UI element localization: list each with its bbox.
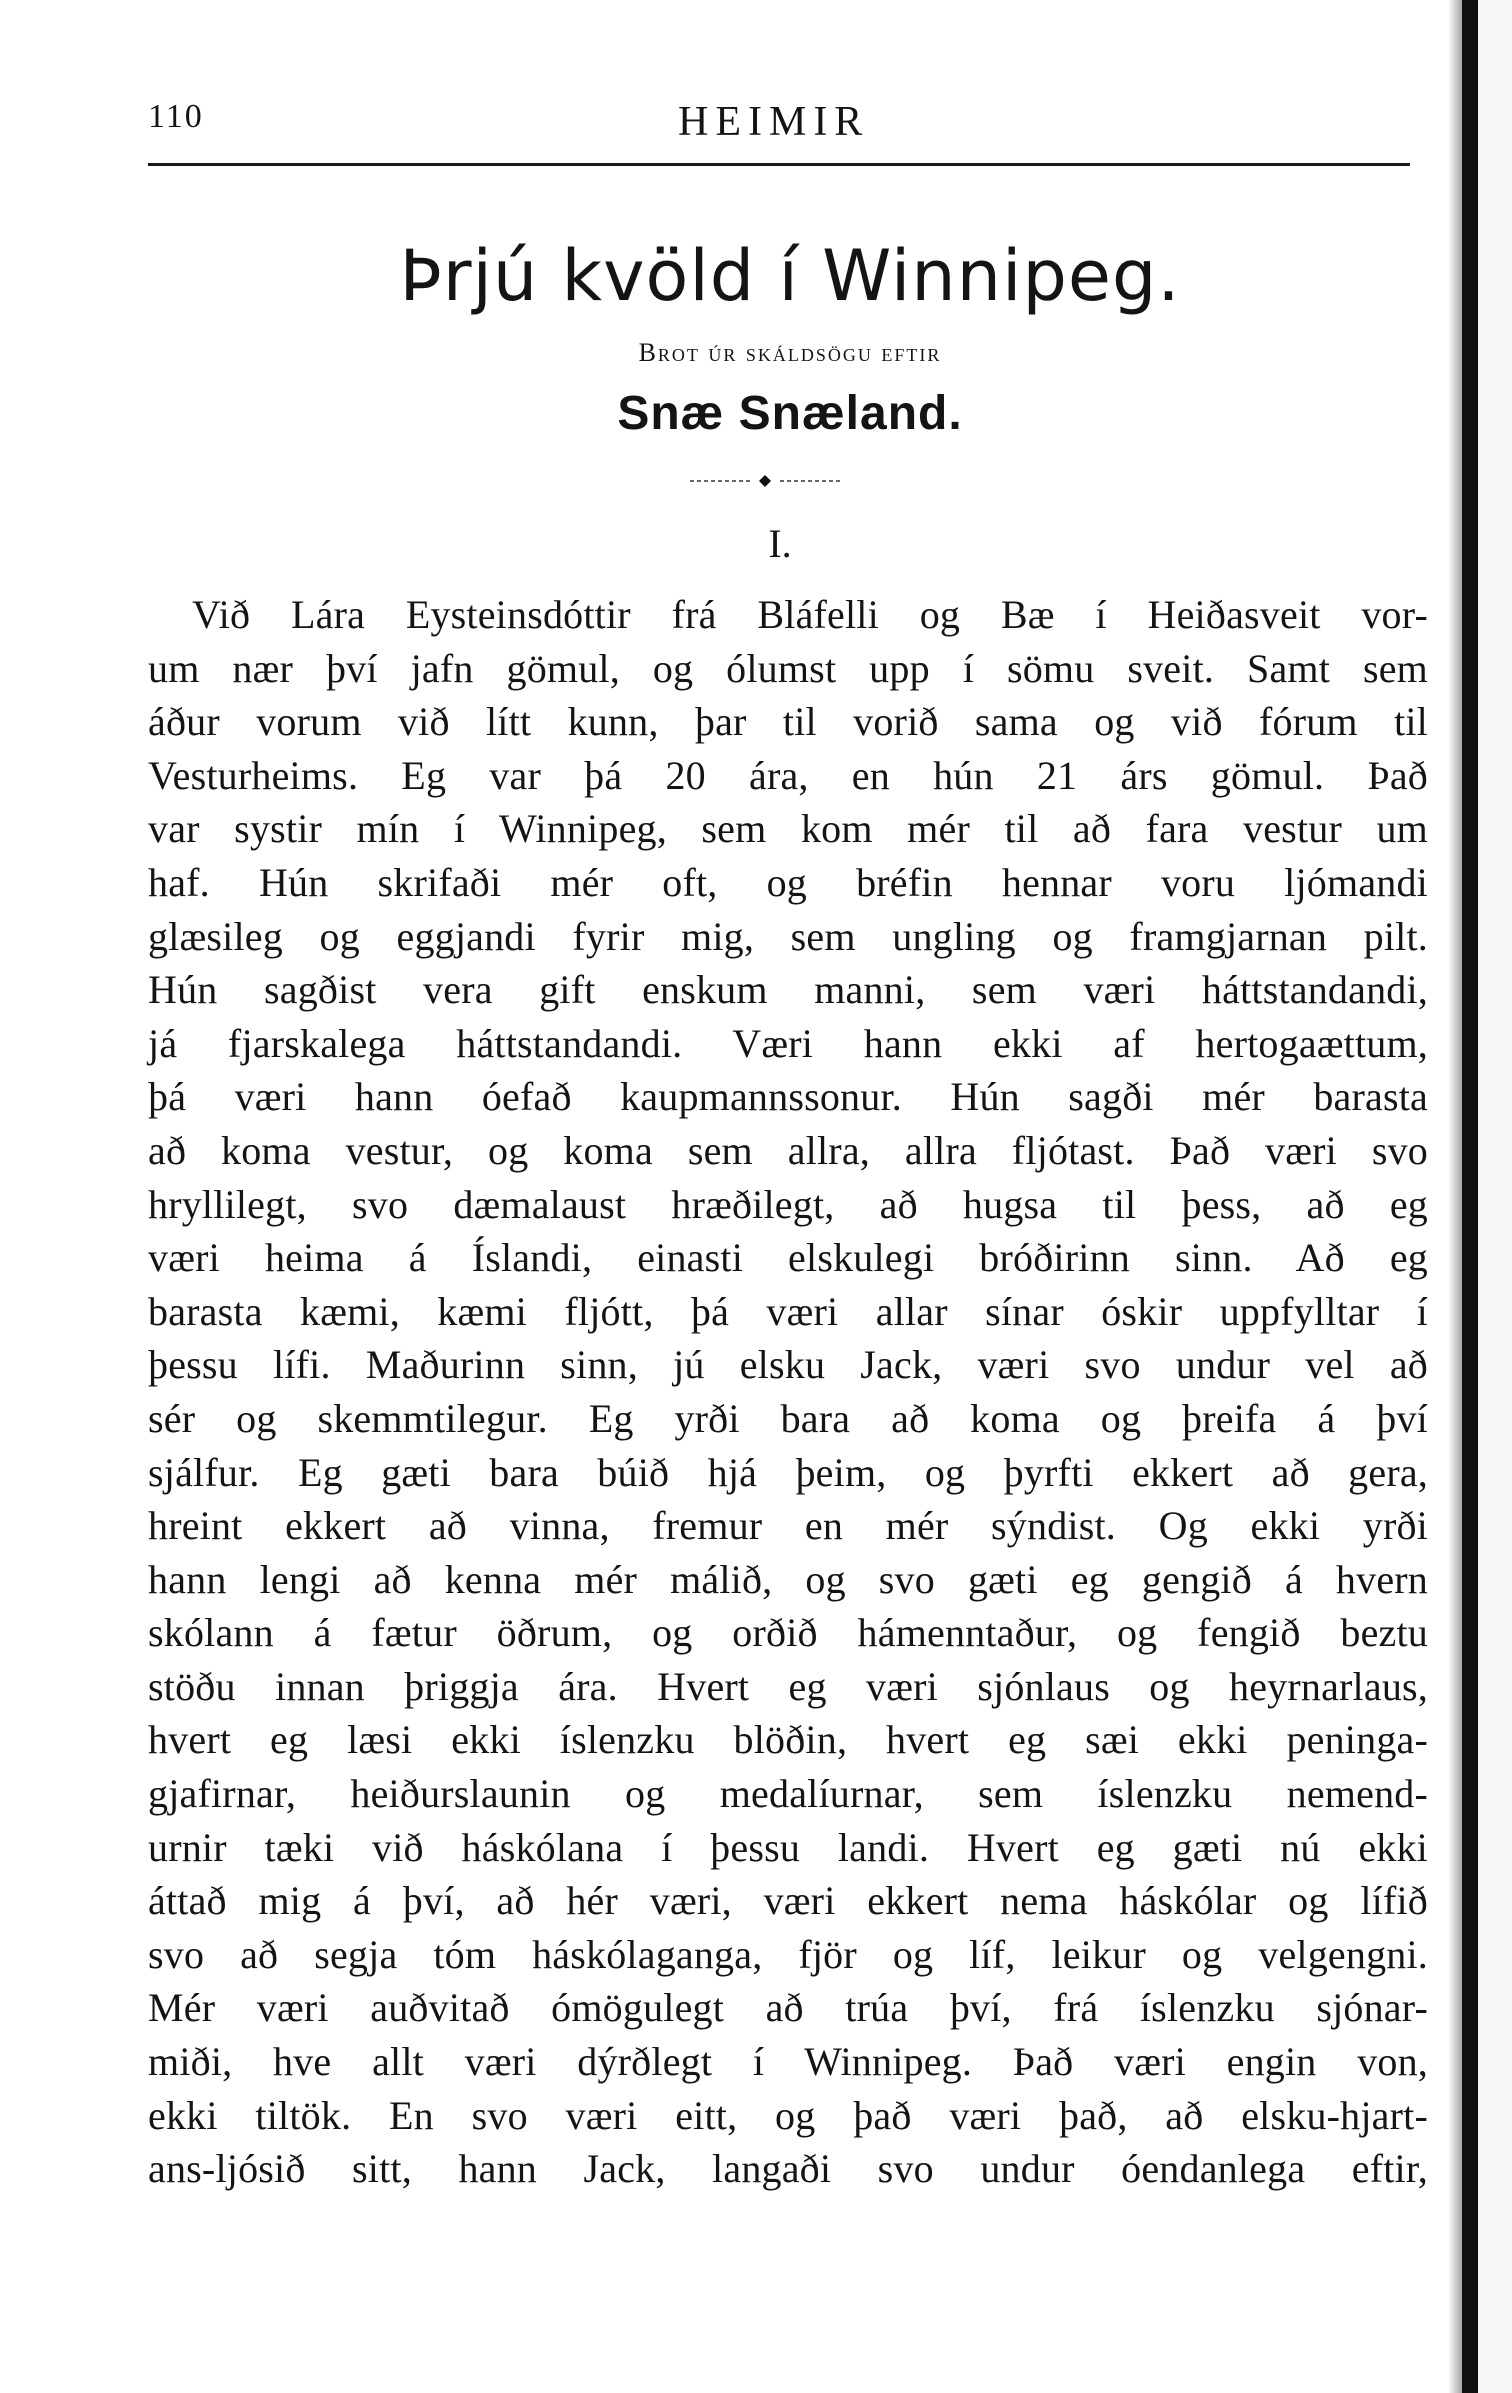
text-line: Hún sagðist vera gift enskum manni, sem væri háttstandandi, — [148, 967, 1428, 1013]
text-line: Vesturheims. Eg var þá 20 ára, en hún 21 árs gömul. Það — [148, 752, 1428, 798]
text-line: hann lengi að kenna mér málið, og svo gæti eg gengið á hvern — [148, 1556, 1428, 1602]
text-line: Við Lára Eysteinsdóttir frá Bláfelli og Bæ í Heiðasveit vor- — [192, 592, 1428, 637]
text-line: hvert eg læsi ekki íslenzku blöðin, hvert eg sæi ekki peninga- — [148, 1717, 1428, 1763]
scan-margin — [1478, 0, 1512, 2393]
text-line: miði, hve allt væri dýrðlegt í Winnipeg. Það væri engin von, — [148, 2039, 1428, 2085]
text-line: hryllilegt, svo dæmalaust hræðilegt, að hugsa til þess, að eg — [148, 1181, 1428, 1227]
page-number: 110 — [148, 98, 204, 135]
text-line: svo að segja tóm háskólaganga, fjör og líf, leikur og velgengni. — [148, 1931, 1428, 1977]
scan-binding-edge — [1462, 0, 1478, 2393]
text-line: Mér væri auðvitað ómögulegt að trúa því, frá íslenzku sjónar- — [148, 1985, 1428, 2031]
text-line: skólann á fætur öðrum, og orðið hámenntaður, og fengið beztu — [148, 1610, 1428, 1656]
text-line: sér og skemmtilegur. Eg yrði bara að koma og þreifa á því — [148, 1395, 1428, 1441]
text-line: þá væri hann óefað kaupmannssonur. Hún sagði mér barasta — [148, 1074, 1428, 1120]
text-line: haf. Hún skrifaði mér oft, og bréfin hennar voru ljómandi — [148, 859, 1428, 905]
text-line: barasta kæmi, kæmi fljótt, þá væri allar sínar óskir uppfylltar í — [148, 1288, 1428, 1334]
text-line: ekki tiltök. En svo væri eitt, og það væri það, að elsku-hjart- — [148, 2092, 1428, 2138]
ornament-divider — [690, 474, 840, 488]
text-line: að koma vestur, og koma sem allra, allra fljótast. Það væri svo — [148, 1127, 1428, 1173]
section-number: I. — [768, 521, 792, 566]
text-line: ans-ljósið sitt, hann Jack, langaði svo undur óendanlega eftir, — [148, 2146, 1428, 2192]
text-line: urnir tæki við háskólana í þessu landi. Hvert eg gæti nú ekki — [148, 1824, 1428, 1870]
text-line: glæsileg og eggjandi fyrir mig, sem ungling og framgjarnan pilt. — [148, 913, 1428, 959]
story-subtitle: Brot úr skáldsögu eftir — [638, 338, 942, 367]
running-head — [148, 98, 1403, 148]
text-line: um nær því jafn gömul, og ólumst upp í sömu sveit. Samt sem — [148, 645, 1428, 691]
story-title: Þrjú kvöld í Winnipeg. — [399, 235, 1181, 317]
text-line: var systir mín í Winnipeg, sem kom mér til að fara vestur um — [148, 806, 1428, 852]
text-line: sjálfur. Eg gæti bara búið hjá þeim, og þyrfti ekkert að gera, — [148, 1449, 1428, 1495]
text-line: já fjarskalega háttstandandi. Væri hann ekki af hertogaættum, — [148, 1020, 1428, 1066]
text-line: gjafirnar, heiðurslaunin og medalíurnar, sem íslenzku nemend- — [148, 1771, 1428, 1817]
body-text — [148, 588, 1428, 2196]
text-line: væri heima á Íslandi, einasti elskulegi bróðirinn sinn. Að eg — [148, 1235, 1428, 1281]
text-line: hreint ekkert að vinna, fremur en mér sýndist. Og ekki yrði — [148, 1503, 1428, 1549]
header-rule — [148, 163, 1410, 166]
author-name: Snæ Snæland. — [617, 387, 963, 440]
scan-shadow — [1448, 0, 1462, 2393]
text-line: áttað mig á því, að hér væri, væri ekkert nema háskólar og lífið — [148, 1878, 1428, 1924]
text-line: áður vorum við lítt kunn, þar til vorið sama og við fórum til — [148, 699, 1428, 745]
text-line: stöðu innan þriggja ára. Hvert eg væri sjónlaus og heyrnarlaus, — [148, 1663, 1428, 1709]
journal-name: HEIMIR — [678, 99, 870, 145]
text-line: þessu lífi. Maðurinn sinn, jú elsku Jack, væri svo undur vel að — [148, 1342, 1428, 1388]
